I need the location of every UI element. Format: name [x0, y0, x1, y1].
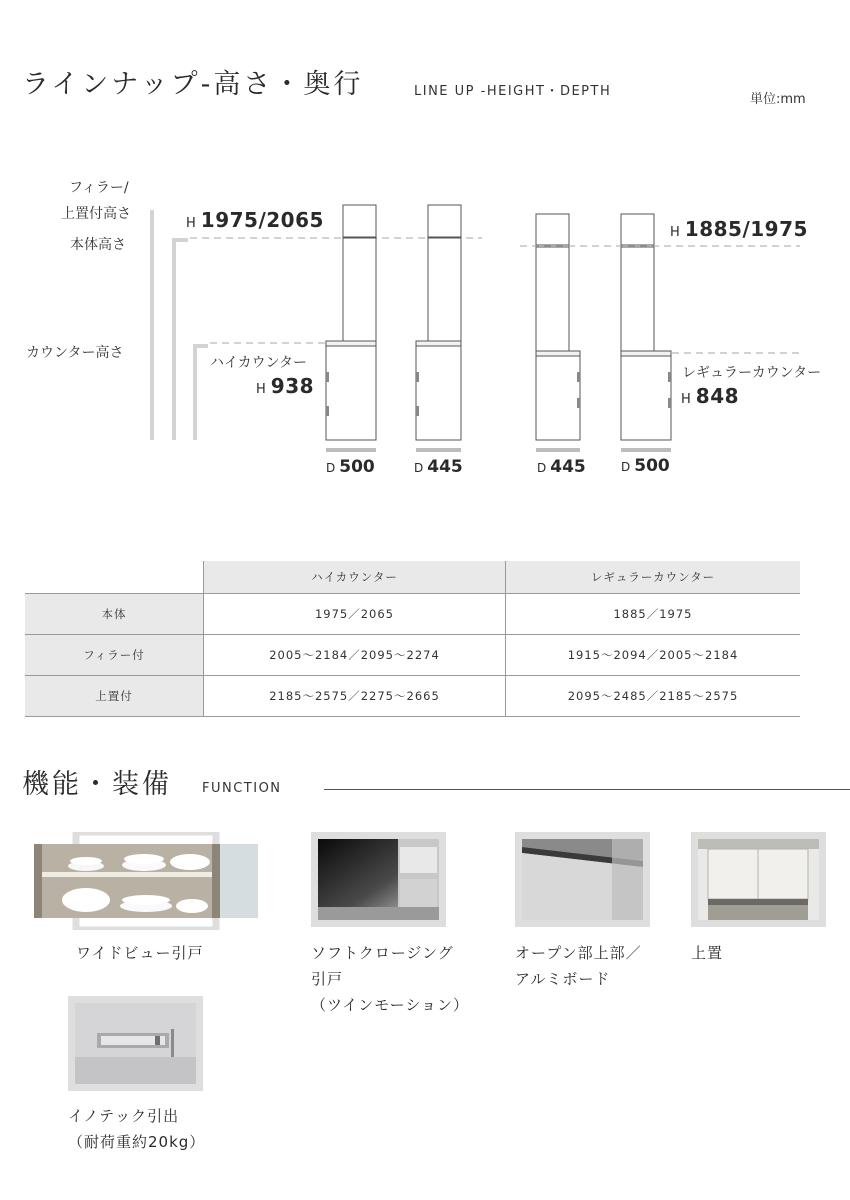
feature-caption-1 — [76, 940, 204, 966]
regular-body-height-value: 1885/1975 — [684, 217, 808, 241]
guide-lines — [190, 238, 800, 353]
regular-counter-label: レギュラーカウンター — [682, 365, 822, 381]
board-illustration — [522, 839, 643, 920]
depth-bar-3 — [536, 448, 580, 452]
depth-value: 500 — [634, 456, 670, 476]
counter-height-bar — [195, 346, 208, 440]
d-prefix: D — [537, 461, 547, 475]
cabinet-high-d500 — [326, 205, 376, 440]
depth-label-2 — [414, 457, 463, 477]
feature-caption-4 — [691, 940, 723, 966]
table-row — [25, 676, 800, 717]
cabinet-high-d445 — [416, 205, 461, 440]
depth-value: 445 — [550, 457, 586, 477]
table-cell: 1915～2094／2005～2184 — [506, 635, 801, 676]
table-row — [25, 594, 800, 635]
high-counter-height-value: 938 — [270, 374, 315, 398]
depth-value: 445 — [427, 457, 463, 477]
h-prefix: H — [186, 216, 196, 231]
d-prefix: D — [414, 461, 424, 475]
function-title: 機能・装備 — [22, 769, 172, 800]
depth-label-4 — [621, 456, 670, 476]
depth-bar-1 — [326, 448, 376, 452]
depth-label-1 — [326, 457, 375, 477]
body-height-label: 本体高さ — [70, 237, 126, 253]
depth-bars — [326, 448, 671, 452]
feature-image-innotech-drawer — [68, 996, 203, 1091]
depth-bar-4 — [621, 448, 671, 452]
h-prefix: H — [681, 392, 691, 407]
caption-line: イノテック引出 — [68, 1107, 180, 1125]
table-cell: 2185～2575／2275～2665 — [204, 676, 506, 717]
table-cell: 2095～2485／2185～2575 — [506, 676, 801, 717]
regular-counter-height — [681, 384, 739, 408]
caption-line: （耐荷重約20kg） — [68, 1133, 206, 1151]
page-title: ラインナップ-高さ・奥行 — [22, 69, 364, 100]
high-body-height-value: 1975/2065 — [200, 208, 324, 232]
page-subtitle: LINE UP -HEIGHT・DEPTH — [414, 84, 612, 99]
regular-body-height — [670, 217, 808, 241]
caption-line: 上置 — [691, 944, 724, 962]
feature-image-aluminium-board — [515, 832, 650, 927]
caption-line: ワイドビュー引戸 — [76, 944, 204, 962]
high-body-height — [186, 208, 324, 232]
caption-line: 引戸 — [311, 970, 344, 988]
body-height-bar — [174, 240, 188, 440]
row-header: フィラー付 — [25, 635, 204, 676]
filler-label-line2: 上置付高さ — [61, 206, 131, 222]
table-row — [25, 635, 800, 676]
section-divider — [324, 789, 850, 790]
depth-bar-2 — [416, 448, 461, 452]
high-counter-height — [256, 374, 314, 398]
cabinet-regular-d445 — [536, 214, 580, 440]
caption-line: オープン部上部／ — [515, 944, 642, 962]
feature-image-wide-view — [34, 832, 258, 930]
feature-caption-3 — [515, 940, 642, 992]
d-prefix: D — [326, 461, 336, 475]
cabinet-regular-d500 — [621, 214, 671, 440]
height-bars — [152, 210, 208, 440]
caption-line: アルミボード — [515, 970, 611, 988]
shelf-illustration — [34, 832, 258, 930]
column-header-regular: レギュラーカウンター — [506, 561, 801, 594]
feature-caption-5 — [68, 1103, 205, 1155]
row-header: 上置付 — [25, 676, 204, 717]
feature-caption-2 — [311, 940, 469, 1018]
row-header: 本体 — [25, 594, 204, 635]
table-header-row — [25, 561, 800, 594]
counter-height-label: カウンター高さ — [26, 345, 124, 361]
filler-label-line1: フィラー/ — [69, 180, 129, 196]
column-header-high: ハイカウンター — [204, 561, 506, 594]
lineup-diagram — [0, 0, 850, 500]
depth-label-3 — [537, 457, 586, 477]
table-cell: 2005～2184／2095～2274 — [204, 635, 506, 676]
h-prefix: H — [670, 225, 680, 240]
table-corner-cell — [25, 561, 204, 594]
function-subtitle: FUNCTION — [202, 781, 282, 796]
spec-table — [25, 561, 800, 717]
table-cell: 1885／1975 — [506, 594, 801, 635]
caption-line: ソフトクロージング — [311, 944, 454, 962]
depth-value: 500 — [339, 457, 375, 477]
feature-image-soft-closing — [311, 832, 446, 927]
table-cell: 1975／2065 — [204, 594, 506, 635]
feature-image-upper-cabinet — [691, 832, 826, 927]
h-prefix: H — [256, 382, 266, 397]
unit-label: 単位:mm — [750, 92, 806, 107]
drawer-illustration — [75, 1003, 196, 1084]
door-illustration — [318, 839, 439, 920]
d-prefix: D — [621, 460, 631, 474]
cabinets — [326, 205, 671, 440]
regular-counter-height-value: 848 — [695, 384, 740, 408]
upper-cabinet-illustration — [698, 839, 819, 920]
high-counter-label: ハイカウンター — [210, 355, 308, 371]
caption-line: （ツインモーション） — [311, 996, 470, 1014]
